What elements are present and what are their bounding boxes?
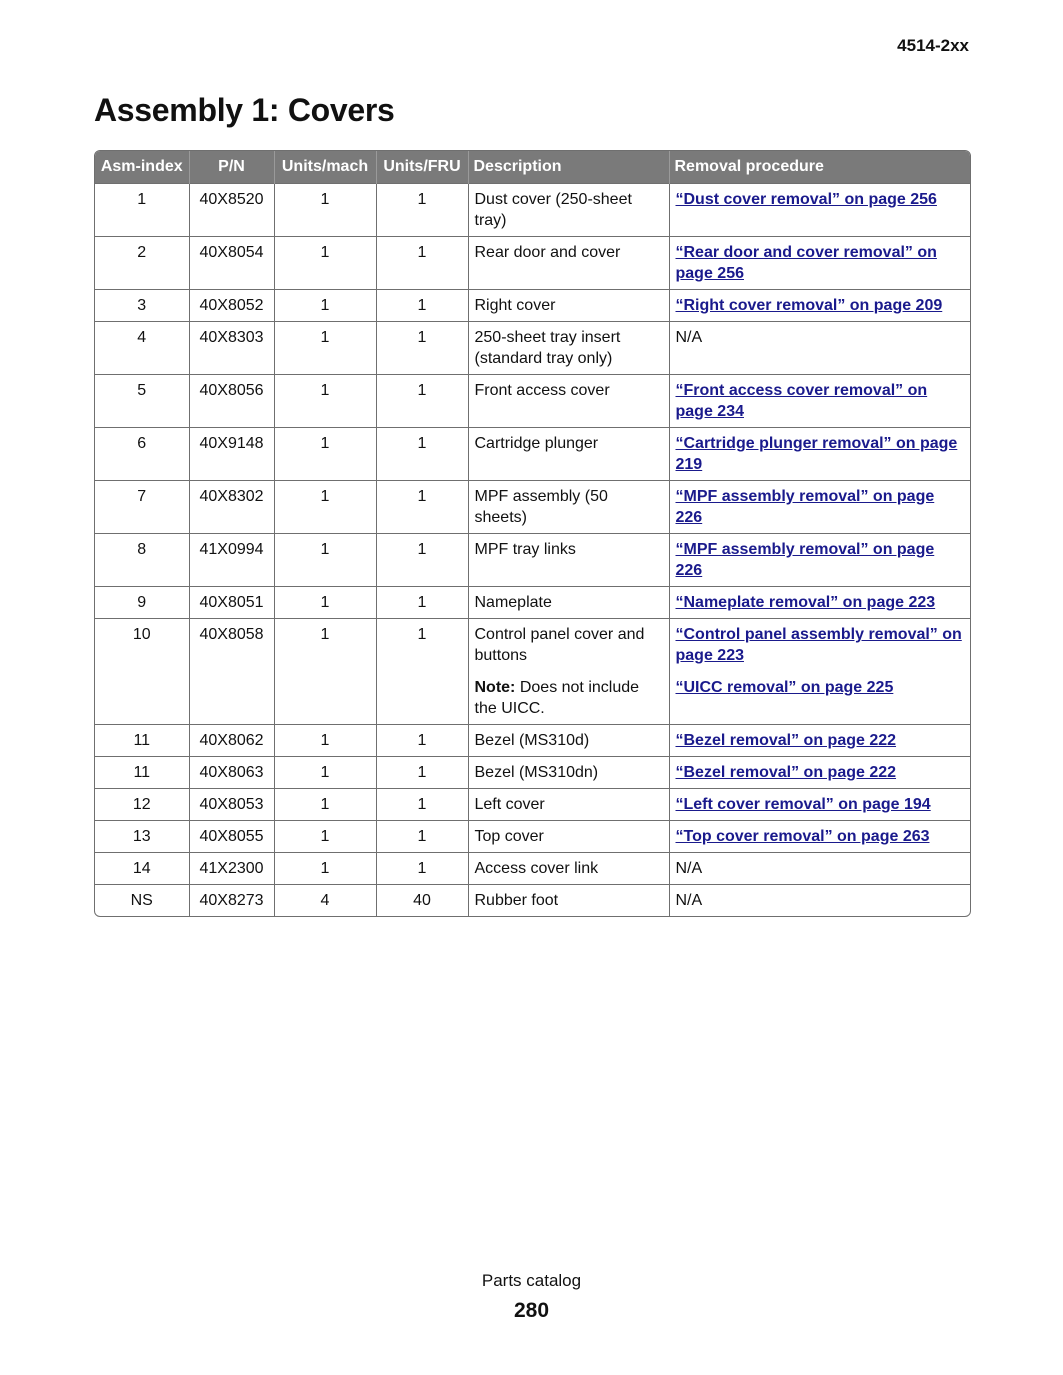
asm-index-cell: 5 [95,375,189,428]
description-cell [468,619,669,725]
column-header-description: Description [468,151,669,184]
asm-index-cell: 9 [95,587,189,619]
units-fru-cell: 1 [376,725,468,757]
removal-procedure-link[interactable]: “Bezel removal” on page 222 [675,732,897,749]
asm-index-cell: 7 [95,481,189,534]
units-fru-cell: 1 [376,821,468,853]
units-fru-cell: 1 [376,789,468,821]
removal-procedure-link[interactable]: “Control panel assembly removal” on page 223 [675,626,962,664]
removal-procedure-cell [669,375,970,428]
part-number-cell: 40X8051 [189,587,274,619]
table-row [95,789,970,821]
asm-index-cell: 3 [95,290,189,322]
units-mach-cell: 1 [274,290,376,322]
removal-procedure-cell [669,619,970,725]
table-row [95,322,970,375]
table-row [95,534,970,587]
page-number: 280 [513,1299,550,1322]
description-text: Top cover [474,828,544,845]
table-row [95,184,970,237]
table-row [95,757,970,789]
description-cell [468,237,669,290]
column-header-pn: P/N [189,151,274,184]
asm-index-cell: 11 [95,725,189,757]
units-fru-cell: 1 [376,757,468,789]
description-text: 250-sheet tray insert (standard tray only) [474,329,621,367]
removal-procedure-link[interactable]: “Nameplate removal” on page 223 [675,594,936,611]
units-mach-cell: 1 [274,237,376,290]
removal-procedure-link[interactable]: “MPF assembly removal” on page 226 [675,488,935,526]
part-number-cell: 40X8303 [189,322,274,375]
description-text: Rear door and cover [474,244,621,261]
part-number-cell: 40X8058 [189,619,274,725]
part-number-cell: 40X8302 [189,481,274,534]
units-fru-cell: 1 [376,184,468,237]
asm-index-cell: NS [95,885,189,917]
asm-index-cell: 11 [95,757,189,789]
note-text: Does not include the UICC. [474,679,640,717]
table-row [95,619,970,725]
units-fru-cell: 1 [376,322,468,375]
column-header-units-fru: Units/FRU [376,151,468,184]
description-text: Access cover link [474,860,599,877]
description-cell [468,757,669,789]
part-number-cell: 40X8063 [189,757,274,789]
units-mach-cell: 4 [274,885,376,917]
model-code: 4514-2xx [897,36,969,55]
removal-procedure-cell [669,322,970,375]
description-cell [468,853,669,885]
units-fru-cell: 1 [376,587,468,619]
table-row [95,725,970,757]
description-cell [468,322,669,375]
asm-index-cell: 13 [95,821,189,853]
description-cell [468,534,669,587]
description-cell [468,290,669,322]
part-number-cell: 41X2300 [189,853,274,885]
description-cell [468,885,669,917]
asm-index-cell: 6 [95,428,189,481]
description-text: Front access cover [474,382,610,399]
table-body [95,184,970,917]
units-mach-cell: 1 [274,587,376,619]
removal-procedure-cell [669,290,970,322]
description-text: Dust cover (250-sheet tray) [474,191,632,229]
description-cell [468,481,669,534]
units-fru-cell: 1 [376,375,468,428]
units-fru-cell: 40 [376,885,468,917]
column-header-units-mach: Units/mach [274,151,376,184]
removal-procedure-cell [669,237,970,290]
page-title: Assembly 1: Covers [94,92,395,128]
part-number-cell: 40X8052 [189,290,274,322]
removal-procedure-cell [669,428,970,481]
removal-procedure-cell [669,184,970,237]
description-text: Nameplate [474,594,552,611]
removal-procedure-link[interactable]: “Cartridge plunger removal” on page 219 [675,435,958,473]
description-text: Rubber foot [474,892,559,909]
description-cell [468,725,669,757]
asm-index-cell: 2 [95,237,189,290]
units-fru-cell: 1 [376,290,468,322]
units-mach-cell: 1 [274,375,376,428]
removal-procedure-cell [669,885,970,917]
units-fru-cell: 1 [376,237,468,290]
description-text: Left cover [474,796,545,813]
removal-procedure-link[interactable]: “Bezel removal” on page 222 [675,764,897,781]
units-fru-cell: 1 [376,619,468,725]
units-mach-cell: 1 [274,853,376,885]
description-text: Control panel cover and buttons [474,626,645,664]
removal-procedure-text: N/A [675,329,703,346]
description-note [475,677,664,719]
units-mach-cell: 1 [274,322,376,375]
description-text: Bezel (MS310d) [474,732,590,749]
part-number-cell: 40X8053 [189,789,274,821]
description-cell [468,821,669,853]
removal-procedure-text: N/A [675,860,703,877]
column-header-removal-procedure: Removal procedure [669,151,970,184]
part-number-cell: 41X0994 [189,534,274,587]
table-row [95,428,970,481]
removal-procedure-link[interactable]: “Front access cover removal” on page 234 [675,382,928,420]
description-text: Bezel (MS310dn) [474,764,599,781]
table-row [95,853,970,885]
table-row [95,375,970,428]
removal-procedure-cell [669,821,970,853]
footer-label: Parts catalog [481,1271,582,1290]
description-text: MPF tray links [474,541,576,558]
parts-table [94,150,971,917]
description-cell [468,184,669,237]
units-fru-cell: 1 [376,853,468,885]
removal-procedure-link[interactable]: “Rear door and cover removal” on page 256 [675,244,937,282]
removal-procedure-cell [669,587,970,619]
asm-index-cell: 4 [95,322,189,375]
units-mach-cell: 1 [274,821,376,853]
part-number-cell: 40X8273 [189,885,274,917]
removal-procedure-cell [669,757,970,789]
part-number-cell: 40X9148 [189,428,274,481]
part-number-cell: 40X8055 [189,821,274,853]
units-fru-cell: 1 [376,534,468,587]
removal-procedure-cell [669,534,970,587]
units-mach-cell: 1 [274,757,376,789]
removal-procedure-link[interactable]: “MPF assembly removal” on page 226 [675,541,935,579]
table-row [95,237,970,290]
asm-index-cell: 14 [95,853,189,885]
table-header-row [95,151,970,184]
units-mach-cell: 1 [274,184,376,237]
part-number-cell: 40X8056 [189,375,274,428]
part-number-cell: 40X8520 [189,184,274,237]
units-fru-cell: 1 [376,428,468,481]
units-mach-cell: 1 [274,534,376,587]
note-label: Note: [474,679,516,696]
removal-procedure-link[interactable]: “UICC removal” on page 225 [675,679,894,696]
units-fru-cell: 1 [376,481,468,534]
removal-procedure-link[interactable]: “Dust cover removal” on page 256 [675,191,937,208]
units-mach-cell: 1 [274,428,376,481]
description-cell [468,587,669,619]
units-mach-cell: 1 [274,725,376,757]
removal-procedure-cell [669,853,970,885]
removal-procedure-link[interactable]: “Top cover removal” on page 263 [675,828,930,845]
units-mach-cell: 1 [274,619,376,725]
units-mach-cell: 1 [274,481,376,534]
asm-index-cell: 12 [95,789,189,821]
removal-procedure-cell [669,789,970,821]
units-mach-cell: 1 [274,789,376,821]
table-row [95,290,970,322]
table-row [95,885,970,917]
table-row [95,821,970,853]
removal-procedure-link[interactable]: “Left cover removal” on page 194 [675,796,931,813]
asm-index-cell: 8 [95,534,189,587]
removal-procedure-link[interactable]: “Right cover removal” on page 209 [675,297,943,314]
table-row [95,481,970,534]
removal-procedure-cell [669,725,970,757]
description-text: Cartridge plunger [474,435,599,452]
table-row [95,587,970,619]
asm-index-cell: 1 [95,184,189,237]
description-cell [468,375,669,428]
description-text: Right cover [474,297,556,314]
removal-procedure-text: N/A [675,892,703,909]
description-cell [468,789,669,821]
description-cell [468,428,669,481]
asm-index-cell: 10 [95,619,189,725]
removal-procedure-cell [669,481,970,534]
part-number-cell: 40X8054 [189,237,274,290]
part-number-cell: 40X8062 [189,725,274,757]
column-header-asm-index: Asm-index [95,151,189,184]
description-text: MPF assembly (50 sheets) [474,488,608,526]
